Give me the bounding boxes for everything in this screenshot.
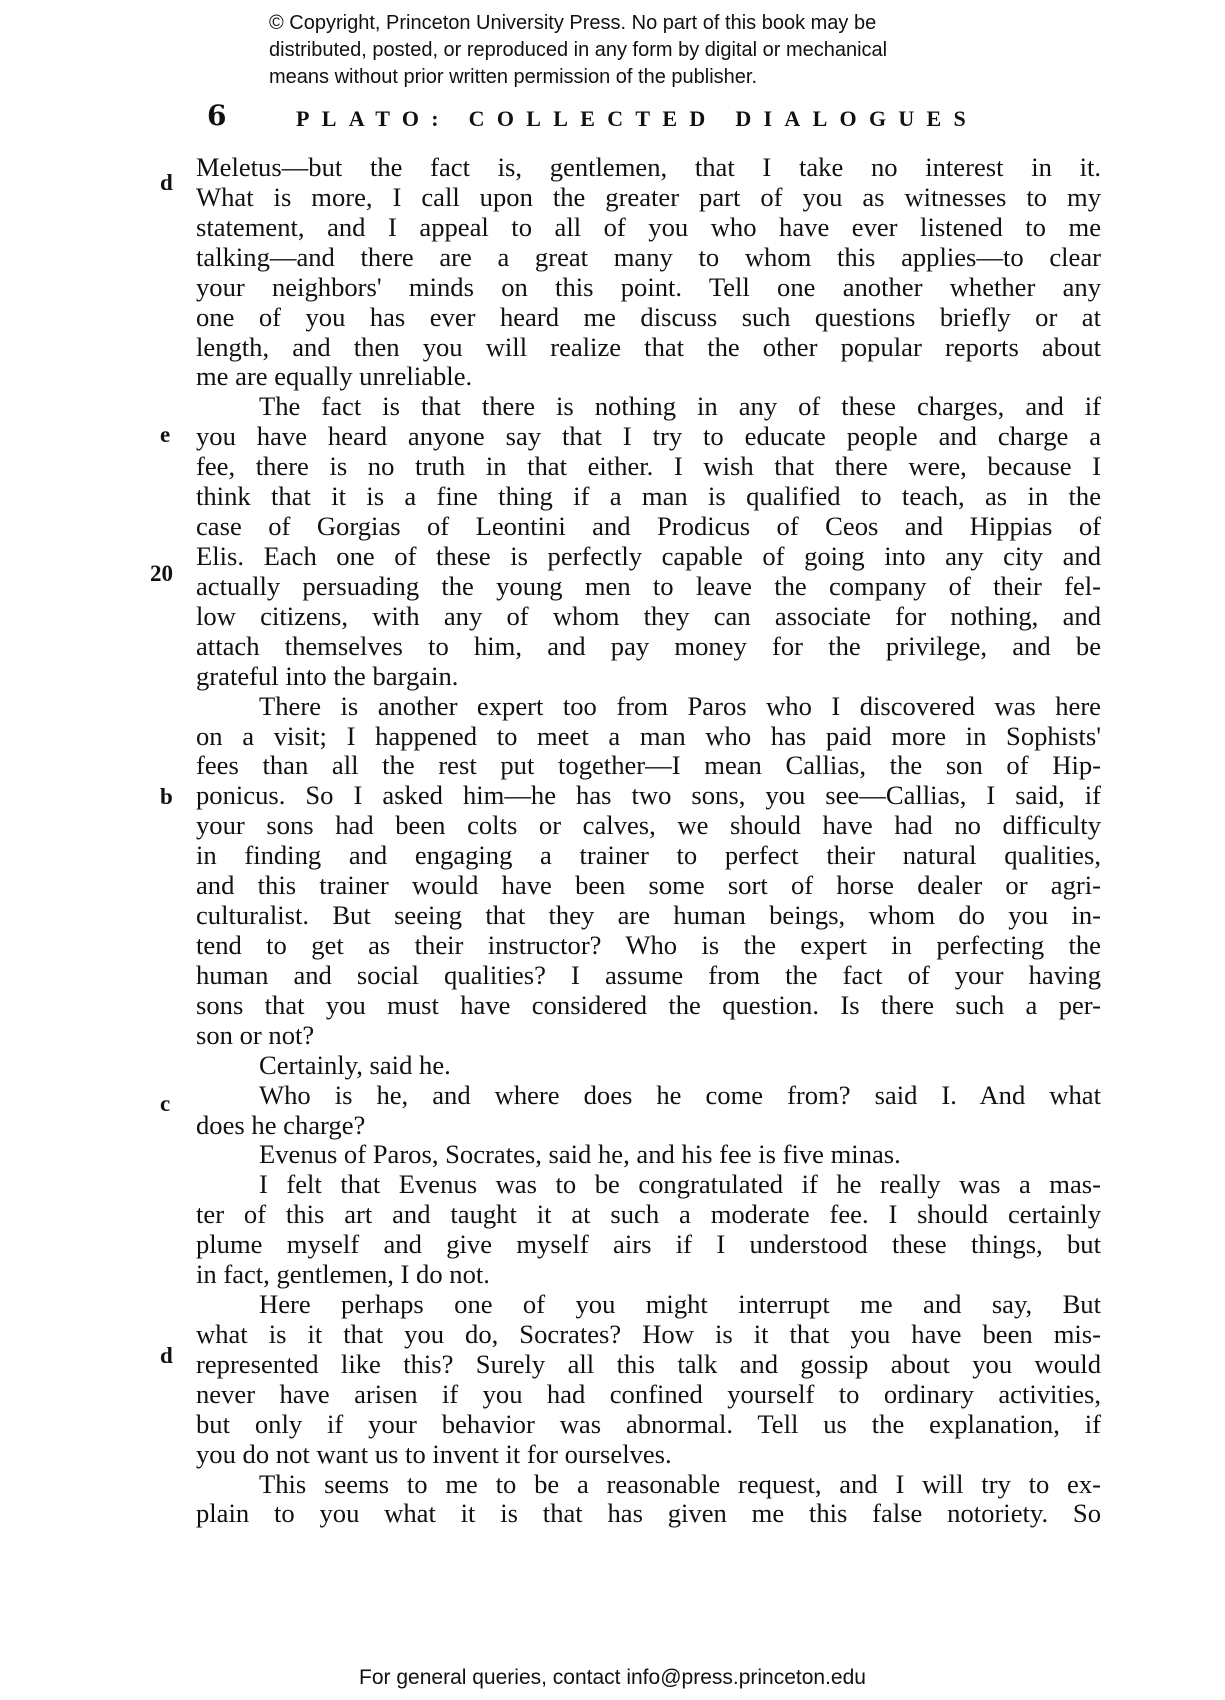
text-line: you have heard anyone say that I try to educate people and charge a [196,421,1101,452]
text-line: does he charge? [196,1109,366,1140]
copyright-line: distributed, posted, or reproduced in any form by digital or mechanical [269,39,888,61]
text-line: Who is he, and where does he come from? said I. And what [259,1079,1101,1110]
text-line: you do not want us to invent it for ourselves. [196,1438,672,1469]
running-head: PLATO: COLLECTED DIALOGUES [296,106,979,131]
text-line: Here perhaps one of you might interrupt me and say, But [259,1289,1101,1320]
text-line: low citizens, with any of whom they can associate for nothing, and [196,600,1101,631]
text-line: attach themselves to him, and pay money for the privilege, and be [196,630,1101,661]
text-line: represented like this? Surely all this talk and gossip about you would [196,1348,1101,1379]
text-line: This seems to me to be a reasonable request, and I will try to ex- [259,1468,1101,1499]
margin-marker: e [160,422,171,447]
margin-marker: d [160,170,173,195]
text-line: talking—and there are a great many to whom this applies—to clear [196,241,1101,272]
text-line: length, and then you will realize that the other popular reports about [196,331,1101,362]
text-line: son or not? [196,1019,315,1050]
copyright-line: © Copyright, Princeton University Press. No part of this book may be [269,12,877,34]
text-line: ter of this art and taught it at such a moderate fee. I should certainly [196,1199,1101,1230]
footer-contact: For general queries, contact info@press.princeton.edu [359,1666,866,1689]
text-line: Meletus—but the fact is, gentlemen, that I take no interest in it. [196,152,1101,182]
text-line: sons that you must have considered the question. Is there such a per- [196,989,1101,1020]
text-line: plume myself and give myself airs if I understood these things, but [196,1229,1101,1260]
text-line: ponicus. So I asked him—he has two sons, you see—Callias, I said, if [196,780,1101,811]
margin-marker: b [160,784,173,809]
text-line: never have arisen if you had confined yourself to ordinary activities, [196,1378,1101,1409]
text-line: me are equally unreliable. [196,361,473,392]
text-line: grateful into the bargain. [196,660,459,691]
text-line: plain to you what it is that has given me this false notoriety. So [196,1498,1101,1529]
text-line: Elis. Each one of these is perfectly capable of going into any city and [196,540,1101,571]
text-line: your sons had been colts or calves, we should have had no difficulty [196,810,1101,841]
text-line: what is it that you do, Socrates? How is it that you have been mis- [196,1318,1101,1349]
body-text [196,153,1101,1529]
text-line: but only if your behavior was abnormal. Tell us the explanation, if [196,1408,1101,1439]
text-line: in fact, gentlemen, I do not. [196,1259,490,1290]
text-line: one of you has ever heard me discuss such questions briefly or at [196,301,1101,332]
text-line: on a visit; I happened to meet a man who has paid more in Sophists' [196,720,1101,751]
text-line: What is more, I call upon the greater part of you as witnesses to my [196,181,1101,212]
text-line: Evenus of Paros, Socrates, said he, and his fee is five minas. [259,1139,901,1170]
text-line: think that it is a fine thing if a man is qualified to teach, as in the [196,481,1101,512]
copyright-line: means without prior written permission of the publisher. [269,66,758,88]
text-line: your neighbors' minds on this point. Tell one another whether any [196,271,1101,302]
text-line: I felt that Evenus was to be congratulated if he really was a mas- [259,1169,1101,1200]
text-line: culturalist. But seeing that they are human beings, whom do you in- [196,900,1101,931]
page-number: 6 [207,99,227,132]
text-line: tend to get as their instructor? Who is the expert in perfecting the [196,929,1101,960]
text-line: in finding and engaging a trainer to perfect their natural qualities, [196,840,1101,871]
text-line: Certainly, said he. [259,1049,451,1080]
margin-marker: 20 [150,561,173,586]
text-line: and this trainer would have been some sort of horse dealer or agri- [196,870,1101,901]
text-line: There is another expert too from Paros who I discovered was here [259,690,1101,721]
text-line: statement, and I appeal to all of you who have ever listened to me [196,211,1101,242]
text-line: case of Gorgias of Leontini and Prodicus of Ceos and Hippias of [196,511,1101,542]
margin-marker: d [160,1343,173,1368]
copyright-notice [269,10,1029,91]
text-line: actually persuading the young men to leave the company of their fel- [196,570,1101,601]
text-line: fees than all the rest put together—I mean Callias, the son of Hip- [196,750,1101,781]
text-line: human and social qualities? I assume from the fact of your having [196,959,1101,990]
margin-marker: c [160,1091,171,1116]
text-line: fee, there is no truth in that either. I wish that there were, because I [196,451,1101,482]
text-line: The fact is that there is nothing in any of these charges, and if [259,391,1101,422]
